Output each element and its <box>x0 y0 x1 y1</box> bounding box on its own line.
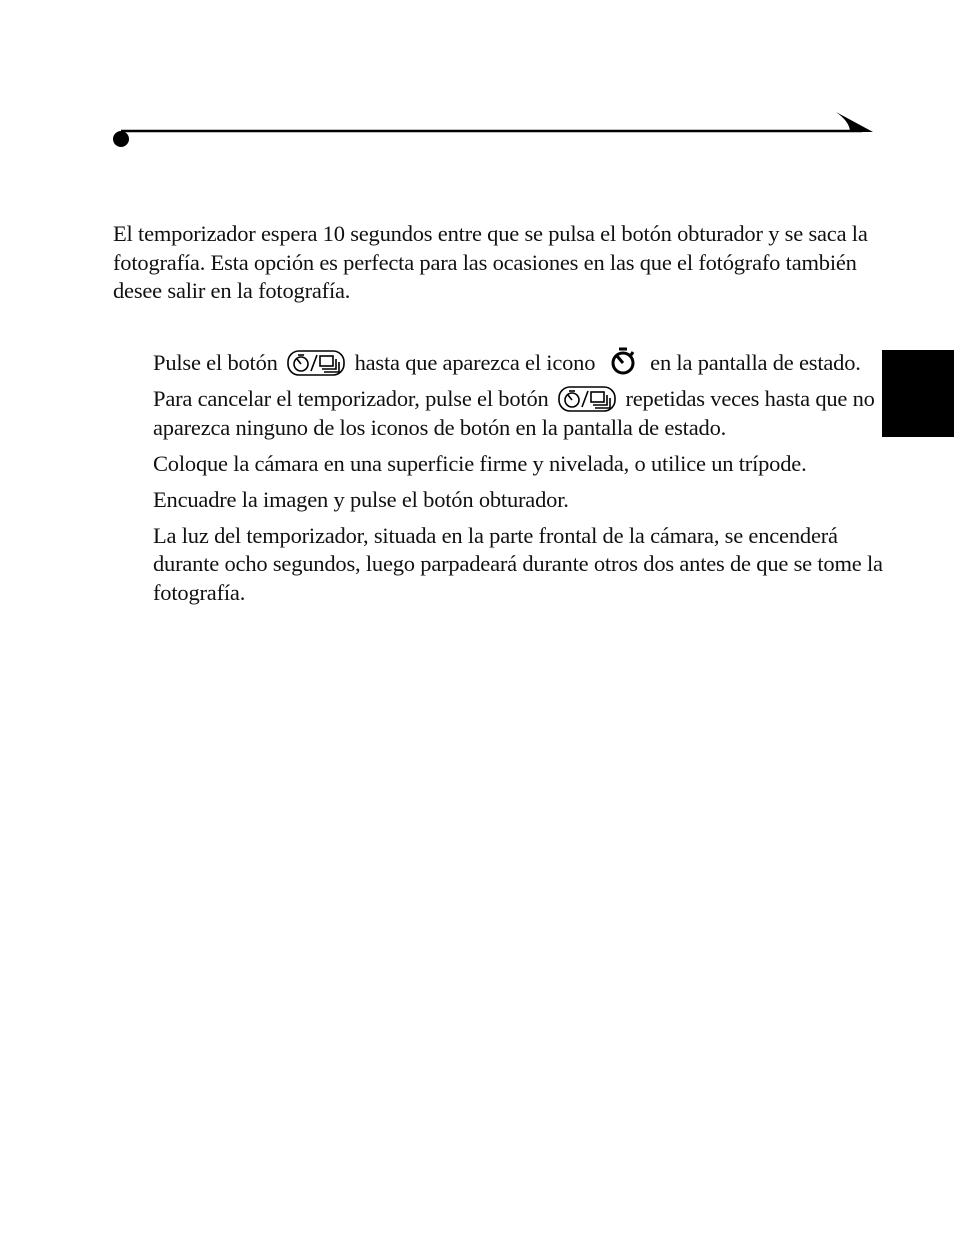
list-item <box>153 346 893 378</box>
step1-before: Pulse el botón <box>153 350 278 375</box>
step1-after: en la pantalla de estado. <box>650 350 861 375</box>
header-rule <box>0 0 954 160</box>
intro-paragraph: El temporizador espera 10 segundos entre que se pulsa el botón obturador y se saca la fotografía. Esta opción es perfecta para las ocasiones en las que el fotógrafo también desee salir en la fotografía. <box>113 221 868 303</box>
list-item: Coloque la cámara en una superficie firme y nivelada, o utilice un trípode. <box>153 450 807 476</box>
self-timer-burst-button-icon <box>558 386 616 412</box>
step1-middle: hasta que aparezca el icono <box>354 350 596 375</box>
self-timer-burst-button-icon <box>287 350 345 376</box>
rule-bullet <box>113 131 129 147</box>
list-item: Encuadre la imagen y pulse el botón obturador. <box>153 486 569 512</box>
self-timer-icon <box>609 346 637 376</box>
list-item: La luz del temporizador, situada en la parte frontal de la cámara, se encenderá durante ocho segundos, luego parpadeará durante otros dos antes de que se tome la fotografía. <box>153 522 883 605</box>
rule-arrowhead <box>836 112 873 132</box>
steps-list <box>153 346 893 615</box>
step1-note-after: repetidas veces hasta que no aparezca ninguno de los iconos de botón en la pantalla de estado. <box>153 386 875 440</box>
list-item <box>153 385 893 442</box>
step1-note-before: Para cancelar el temporizador, pulse el botón <box>153 386 549 411</box>
